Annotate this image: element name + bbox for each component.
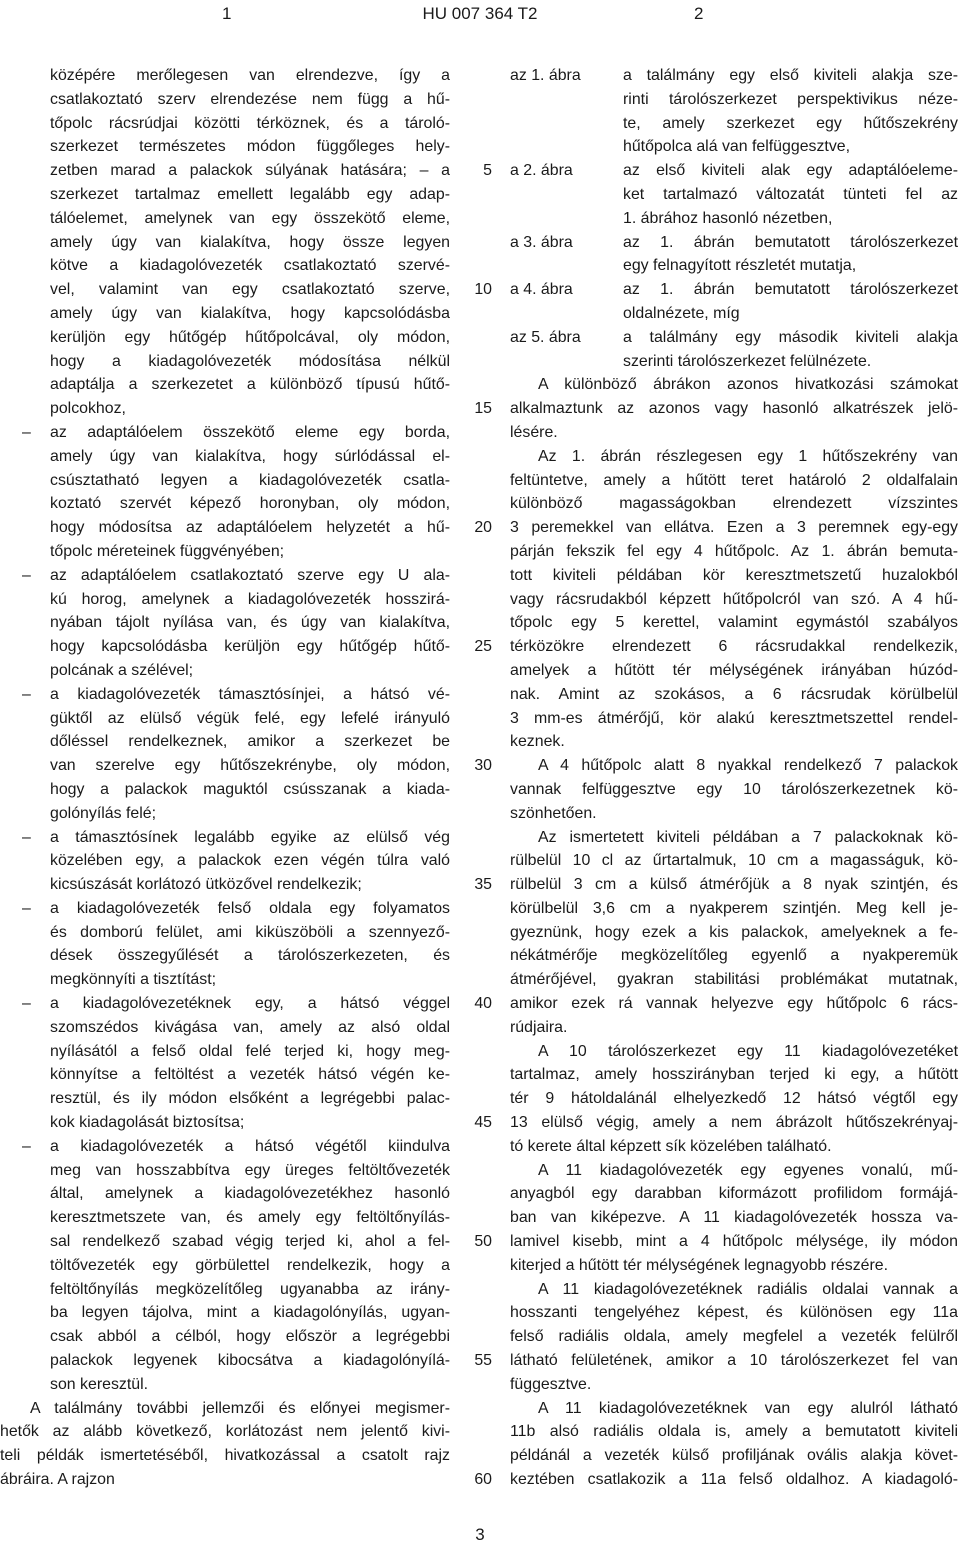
text-line	[0, 1182, 450, 1206]
text-line	[510, 397, 958, 421]
text-line-content: alkalmaztunk az azonos vagy hasonló alkatrészek jelö-	[510, 400, 958, 418]
line-number: 40	[474, 995, 492, 1013]
figure-description: hűtőpolca alá van felfüggesztve,	[623, 138, 851, 156]
list-dash-marker: –	[22, 685, 31, 703]
text-line	[510, 921, 958, 945]
figure-caption-line	[510, 302, 958, 326]
figure-caption-line	[510, 207, 958, 231]
line-number: 10	[474, 281, 492, 299]
text-line	[0, 968, 450, 992]
text-line-content: 3 mm-es átmérőjű, kör alakú keresztmetszettel rendel-	[510, 709, 958, 727]
text-line	[0, 278, 450, 302]
text-line-content: könnyítse a feltöltést a vezeték hátsó végén ke-	[50, 1066, 450, 1084]
figure-description: az első kiviteli alak egy adaptálóeleme-	[623, 162, 958, 180]
figure-caption-line	[510, 135, 958, 159]
text-line-content: a támasztósínek legalább egyike az elülső vég	[50, 828, 450, 846]
text-line	[510, 754, 958, 778]
text-line-content: nékátmérője megközelítőleg egyenlő a nyakperemük	[510, 947, 958, 965]
text-line	[510, 1397, 958, 1421]
header-right-page-number: 2	[694, 4, 704, 23]
text-line-content: töltővezeték egy görbülettel rendelkezik, hogy a	[50, 1256, 450, 1274]
text-line	[0, 445, 450, 469]
line-number: 50	[474, 1233, 492, 1251]
text-line	[0, 1444, 450, 1468]
text-line-content: amely úgy van kialakítva, hogy súrlódással el-	[50, 447, 450, 465]
figure-description: az 1. ábrán bemutatott tárolószerkezet	[623, 281, 958, 299]
text-line	[510, 1373, 958, 1397]
text-line	[0, 112, 450, 136]
text-line	[0, 588, 450, 612]
text-line	[510, 1301, 958, 1325]
text-line-content: amelyek a hűtött tér mélységének irányában húzód-	[510, 661, 958, 679]
text-line	[510, 1111, 958, 1135]
text-line	[0, 1040, 450, 1064]
text-line	[0, 516, 450, 540]
right-text-column	[510, 64, 958, 1492]
text-line	[510, 826, 958, 850]
text-line-content: tálóelemet, amelynek van egy összekötő eleme,	[50, 209, 450, 227]
text-line	[510, 1063, 958, 1087]
text-line	[0, 754, 450, 778]
text-line	[0, 1087, 450, 1111]
text-line-content: zetben marad a palackok súlyának hatására; – a	[50, 162, 450, 180]
text-line-content: csak abból a célból, hogy először a legrégebbi	[50, 1328, 450, 1346]
text-line	[510, 1254, 958, 1278]
text-line	[510, 469, 958, 493]
text-line-content: rúdjaira.	[510, 1018, 568, 1036]
text-line	[510, 1159, 958, 1183]
text-line	[510, 849, 958, 873]
text-line	[0, 944, 450, 968]
text-line-content: 13 elülső végig, amely a nem ábrázolt hűtőszekrényaj-	[510, 1114, 958, 1132]
text-line	[0, 1206, 450, 1230]
text-line	[510, 944, 958, 968]
text-line	[0, 469, 450, 493]
figure-label: az 1. ábra	[510, 67, 581, 84]
text-line	[510, 1278, 958, 1302]
text-line-content: anyagból egy darabban kiformázott profilidom formájá-	[510, 1185, 958, 1203]
text-line-content: az adaptálóelem összekötő eleme egy borda,	[50, 423, 450, 441]
text-line-content: ba legyen tájolva, mint a kiadagolónyílás, ugyan-	[50, 1304, 450, 1322]
text-line-content: függesztve.	[510, 1375, 592, 1393]
text-line-content: amikor ezek rá vannak helyezve egy hűtőpolc 6 rács-	[510, 995, 958, 1013]
text-line-content: hogy módosítsa az adaptálóelem helyzetét a hű-	[50, 519, 450, 537]
text-line	[0, 373, 450, 397]
text-line-content: nak. Amint az szokásos, a 6 rácsrudak körülbelül	[510, 685, 958, 703]
text-line	[0, 397, 450, 421]
text-line-content: lésére.	[510, 423, 558, 441]
text-line	[510, 1420, 958, 1444]
text-line-content: tér 9 hátoldalánál elhelyezkedő 12 hátsó végtől egy	[510, 1090, 958, 1108]
text-line-content: tőpolc rácsrúdjai közötti térköznek, és a tároló-	[50, 114, 450, 132]
text-line-content: A 10 tárolószerkezet egy 11 kiadagolóvezetéket	[538, 1042, 958, 1060]
line-number: 25	[474, 638, 492, 656]
text-line	[0, 1278, 450, 1302]
figure-caption-line	[510, 64, 958, 88]
text-line	[0, 326, 450, 350]
text-line	[0, 135, 450, 159]
text-line-content: Az ismertetett kiviteli példában a 7 palackoknak kö-	[538, 828, 958, 846]
text-line-content: szerkezet természetes módon függőleges hely-	[50, 138, 450, 156]
text-line	[0, 1016, 450, 1040]
text-line-content: A különböző ábrákon azonos hivatkozási számokat	[538, 376, 958, 394]
text-line	[0, 683, 450, 707]
text-line-content: feltöltőnyílás megközelítőleg ugyanabba az irány-	[50, 1280, 450, 1298]
text-line-content: csúsztatható legyen a kiadagolóvezeték csatla-	[50, 471, 450, 489]
figure-caption-line	[510, 254, 958, 278]
text-line-content: kötve a kiadagolóvezeték csatlakoztató szervé-	[50, 257, 450, 275]
text-line	[0, 1397, 450, 1421]
text-line-content: palackok legyenek kibocsátva a kiadagolónyílá-	[50, 1352, 450, 1370]
text-line-content: tó kerete által képzett sík közelében található.	[510, 1137, 832, 1155]
text-line	[0, 826, 450, 850]
text-line	[510, 707, 958, 731]
text-line	[510, 635, 958, 659]
text-line-content: által, amelynek a kiadagolóvezetékhez hasonló	[50, 1185, 450, 1203]
figure-label: a 2. ábra	[510, 162, 573, 180]
text-line-content: 11b alsó radiális oldala is, amely a bemutatott kiviteli	[510, 1423, 958, 1441]
line-number: 5	[483, 162, 492, 180]
text-line-content: szerkezet tartalmaz emellett legalább egy adap-	[50, 185, 450, 203]
line-number: 30	[474, 757, 492, 775]
text-line	[0, 1373, 450, 1397]
text-line	[0, 1468, 450, 1492]
text-line-content: lamivel kisebb, mint a 4 hűtőpolc mélysége, ily módon	[510, 1233, 958, 1251]
text-line-content: különböző magasságokban elrendezett vízszintes	[510, 495, 958, 513]
text-line-content: kicsúszását korlátozó ütközővel rendelkezik;	[50, 876, 362, 894]
text-line-content: közelében egy, a palackok ezen végén túlra való	[50, 852, 450, 870]
text-line	[510, 540, 958, 564]
text-line	[0, 1230, 450, 1254]
figure-caption-line	[510, 278, 958, 302]
text-line-content: feltüntetve, amely a hűtött teret határoló 2 oldalfalain	[510, 471, 958, 489]
text-line-content: az adaptálóelem csatlakoztató szerve egy U ala-	[50, 566, 450, 584]
text-line	[510, 1016, 958, 1040]
text-line-content: szönhetően.	[510, 804, 597, 822]
text-line	[0, 350, 450, 374]
figure-description: oldalnézete, míg	[623, 304, 740, 322]
text-line-content: A 11 kiadagolóvezetéknek van egy alulról látható	[538, 1399, 958, 1417]
text-line-content: son keresztül.	[50, 1375, 149, 1393]
text-line	[0, 1325, 450, 1349]
text-line	[0, 921, 450, 945]
text-line	[510, 968, 958, 992]
text-line-content: látható felületének, amikor a 10 tárolószerkezet fel van	[510, 1352, 958, 1370]
text-line	[510, 588, 958, 612]
figure-description: a találmány egy első kiviteli alakja sze-	[623, 67, 958, 84]
line-number: 15	[474, 400, 492, 418]
text-line-content: A 11 kiadagolóvezeték egy egyenes vonalú, mű-	[538, 1161, 958, 1179]
text-line-content: Az 1. ábrán részlegesen egy 1 hűtőszekrény van	[538, 447, 958, 465]
text-line	[0, 1111, 450, 1135]
text-line	[510, 611, 958, 635]
text-line-content: kerüljön egy hűtőgép hűtőpolcával, oly módon,	[50, 328, 450, 346]
text-line-content: dések összegyűlését a tárolószerkezeten, és	[50, 947, 450, 965]
list-dash-marker: –	[22, 995, 31, 1013]
text-line-content: a kiadagolóvezeték felső oldala egy folyamatos	[50, 899, 450, 917]
text-line	[510, 730, 958, 754]
text-line-content: példánál a vezeték külső profiljának ovális alakja követ-	[510, 1447, 958, 1465]
text-line-content: A 4 hűtőpolc alatt 8 nyakkal rendelkező 7 palackok	[538, 757, 958, 775]
figure-caption-line	[510, 183, 958, 207]
figure-label: a 3. ábra	[510, 233, 573, 251]
text-line	[0, 421, 450, 445]
text-line	[0, 254, 450, 278]
text-line	[0, 492, 450, 516]
text-line	[510, 659, 958, 683]
text-line	[510, 1444, 958, 1468]
text-line	[0, 1301, 450, 1325]
text-line-content: polcának a szélével;	[50, 661, 194, 679]
text-line	[0, 1063, 450, 1087]
text-line	[0, 707, 450, 731]
text-line-content: tartalmaz, amely hosszirányban terjed ki egy, a hűtött	[510, 1066, 958, 1084]
text-line-content: sal rendelkező szabad végig terjed ki, ahol a fel-	[50, 1233, 450, 1251]
text-line-content: körülbelül 3,6 cm a nyakperem szintjén. Meg kell je-	[510, 899, 958, 917]
text-line-content: a kiadagolóvezeték a hátsó végétől kiindulva	[50, 1137, 450, 1155]
text-line-content: a kiadagolóvezetéknek egy, a hátsó véggel	[50, 995, 450, 1013]
text-line-content: szomszédos kivágása van, amely az alsó oldal	[50, 1018, 450, 1036]
text-line-content: meg van hosszabbítva egy üreges feltöltővezeték	[50, 1161, 450, 1179]
text-line-content: tott kiviteli példában kör keresztmetszetű huzalokból	[510, 566, 958, 584]
text-line	[0, 159, 450, 183]
text-line	[0, 897, 450, 921]
text-line-content: nyában tájolt nyílása van, és úgy van kialakítva,	[50, 614, 450, 632]
list-dash-marker: –	[22, 566, 31, 584]
text-line-content: dőléssel rendelkeznek, amikor a szerkezet be	[50, 733, 450, 751]
text-line	[510, 992, 958, 1016]
text-line	[0, 1135, 450, 1159]
line-number: 45	[474, 1114, 492, 1132]
text-line	[0, 1420, 450, 1444]
text-line	[510, 1040, 958, 1064]
text-line	[510, 1206, 958, 1230]
figure-description: az 1. ábrán bemutatott tárolószerkezet	[623, 233, 958, 251]
list-dash-marker: –	[22, 1137, 31, 1155]
text-line	[510, 516, 958, 540]
figure-label: a 4. ábra	[510, 281, 573, 299]
text-line-content: van szerelve egy hűtőszekrénybe, oly módon,	[50, 757, 450, 775]
figure-description: 1. ábrához hasonló nézetben,	[623, 209, 833, 227]
text-line	[510, 373, 958, 397]
text-line-content: resztül, és ily módon elsőként a legrégebbi palac-	[50, 1090, 450, 1108]
text-line	[510, 1230, 958, 1254]
figure-caption-line	[510, 112, 958, 136]
text-line-content: középére merőlegesen van elrendezve, így a	[50, 67, 450, 84]
list-dash-marker: –	[22, 828, 31, 846]
text-line	[0, 659, 450, 683]
text-line-content: polcokhoz,	[50, 400, 126, 418]
text-line	[0, 88, 450, 112]
text-line	[510, 1349, 958, 1373]
figure-description: te, amely szerkezet egy hűtőszekrény	[623, 114, 958, 132]
text-line	[0, 992, 450, 1016]
line-number: 20	[474, 519, 492, 537]
figure-caption-line	[510, 88, 958, 112]
text-line	[0, 64, 450, 88]
text-line-content: vel, valamint van egy csatlakoztató szerve,	[50, 281, 450, 299]
text-line-content: 3 peremekkel van ellátva. Ezen a 3 peremnek egy-egy	[510, 519, 958, 537]
text-line	[0, 183, 450, 207]
left-text-column	[0, 64, 450, 1492]
text-line	[510, 1182, 958, 1206]
text-line-content: keztében csatlakozik a 11a felső oldalhoz. A kiadagoló-	[510, 1471, 958, 1489]
text-line	[510, 683, 958, 707]
text-line-content: felső radiális oldala, amely megfelel a vezeték felülről	[510, 1328, 958, 1346]
text-line	[510, 897, 958, 921]
text-line	[0, 730, 450, 754]
text-line-content: kú horog, amelynek a kiadagolóvezeték hosszirá-	[50, 590, 450, 608]
text-line-content: átmérőjével, gyakran stabilitási problémákat mutatnak,	[510, 971, 958, 989]
text-line-content: adaptálja a szerkezetet a különböző típusú hűtő-	[50, 376, 450, 394]
figure-description: szerinti tárolószerkezet felülnézete.	[623, 352, 872, 370]
figure-description: ket tartalmazó változatát tünteti fel az	[623, 185, 958, 203]
text-line	[0, 231, 450, 255]
text-line	[0, 207, 450, 231]
figure-label: az 5. ábra	[510, 328, 581, 346]
text-line	[510, 778, 958, 802]
text-line-content: hetők az alább következő, korlátozást nem jelentő kivi-	[0, 1423, 450, 1441]
text-line-content: kiterjed a hűtött tér mélységének legnagyobb részére.	[510, 1256, 889, 1274]
figure-description: a találmány egy második kiviteli alakja	[623, 328, 958, 346]
text-line-content: ábráira. A rajzon	[0, 1471, 115, 1489]
text-line	[0, 1159, 450, 1183]
text-line	[0, 611, 450, 635]
text-line	[0, 1349, 450, 1373]
text-line-content: térközökre elrendezett 6 rácsrudakkal rendelkezik,	[510, 638, 958, 656]
text-line-content: golónyílás felé;	[50, 804, 157, 822]
text-line-content: a kiadagolóvezeték támasztósínjei, a hátsó vé-	[50, 685, 450, 703]
text-line-content: és domború felület, ami kiküszöböli a szennyező-	[50, 923, 450, 941]
text-line-content: hogy kapcsolódásba kerüljön egy hűtőgép hűtő-	[50, 638, 450, 656]
text-line-content: vagy rácsrudakból képzett hűtőpolcról van szó. A 4 hű-	[510, 590, 958, 608]
text-line-content: tőpolc méreteinek függvényében;	[50, 542, 285, 560]
text-line-content: amely úgy van kialakítva, hogy kapcsolódásba	[50, 304, 450, 322]
text-line-content: hosszanti tengelyéhez képest, és különösen egy 11a	[510, 1304, 958, 1322]
text-line-content: gyeznünk, hogy ezek a kis palackok, amelyeknek a fe-	[510, 923, 958, 941]
text-line-content: amely úgy van kialakítva, hogy össze legyen	[50, 233, 450, 251]
text-line	[0, 1254, 450, 1278]
footer-page-number: 3	[475, 1525, 485, 1544]
text-line	[0, 778, 450, 802]
text-line	[510, 1468, 958, 1492]
text-line	[510, 492, 958, 516]
text-line-content: rülbelül 3 cm a külső átmérőjük a 8 nyak szintjén, és	[510, 876, 958, 894]
text-line-content: rülbelül 10 cl az űrtartalmuk, 10 cm a magasságuk, kö-	[510, 852, 958, 870]
text-line-content: vannak felfüggesztve egy 10 tárolószerkezetnek kö-	[510, 780, 958, 798]
text-line	[510, 873, 958, 897]
figure-caption-line	[510, 231, 958, 255]
text-line-content: csatlakoztató szerv elrendezése nem függ a hű-	[50, 90, 450, 108]
text-line-content: kok kiadagolását biztosítsa;	[50, 1114, 245, 1132]
text-line-content: güktől az elülső végük felé, egy lefelé irányuló	[50, 709, 450, 727]
line-number: 55	[474, 1352, 492, 1370]
figure-description: egy felnagyított részletét mutatja,	[623, 257, 857, 275]
text-line-content: tőpolc egy 5 kerettel, valamint egymástól szabályos	[510, 614, 958, 632]
text-line-content: hogy a palackok maguktól csússzanak a kiada-	[50, 780, 450, 798]
text-line	[0, 802, 450, 826]
text-line-content: teli példák ismertetéséből, hivatkozással a csatolt rajz	[0, 1447, 450, 1465]
line-number: 35	[474, 876, 492, 894]
text-line	[0, 873, 450, 897]
text-line	[0, 564, 450, 588]
text-line	[510, 1135, 958, 1159]
text-line-content: nyílásától a felső oldal felé terjed ki, hogy meg-	[50, 1042, 450, 1060]
text-line-content: keresztmetszete van, és amely egy feltöltőnyílás-	[50, 1209, 450, 1227]
figure-caption-line	[510, 159, 958, 183]
list-dash-marker: –	[22, 899, 31, 917]
text-line	[0, 540, 450, 564]
text-line	[0, 302, 450, 326]
line-number: 60	[474, 1471, 492, 1489]
text-line-content: ban van kiképezve. A 11 kiadagolóvezeték hossza va-	[510, 1209, 958, 1227]
text-line	[510, 1325, 958, 1349]
header-document-number: HU 007 364 T2	[422, 4, 538, 23]
text-line	[510, 564, 958, 588]
figure-caption-line	[510, 326, 958, 350]
text-line-content: hogy a kiadagolóvezeték módosítása nélkül	[50, 352, 450, 370]
text-line-content: megkönnyíti a tisztítást;	[50, 971, 217, 989]
text-line-content: koztató szervét képező horonyban, oly módon,	[50, 495, 450, 513]
text-line	[0, 635, 450, 659]
text-line	[0, 849, 450, 873]
text-line-content: A 11 kiadagolóvezetéknek radiális oldalai vannak a	[538, 1280, 958, 1298]
figure-caption-line	[510, 350, 958, 374]
text-line	[510, 1087, 958, 1111]
text-line	[510, 445, 958, 469]
text-line-content: párján fekszik fel egy 4 hűtőpolc. Az 1. ábrán bemuta-	[510, 542, 958, 560]
header-left-page-number: 1	[222, 4, 232, 23]
text-line-content: keznek.	[510, 733, 565, 751]
figure-description: rinti tárolószerkezet perspektivikus néze-	[623, 90, 958, 108]
text-line-content: A találmány további jellemzői és előnyei megismer-	[30, 1399, 450, 1417]
text-line	[510, 802, 958, 826]
list-dash-marker: –	[22, 423, 31, 441]
text-line	[510, 421, 958, 445]
